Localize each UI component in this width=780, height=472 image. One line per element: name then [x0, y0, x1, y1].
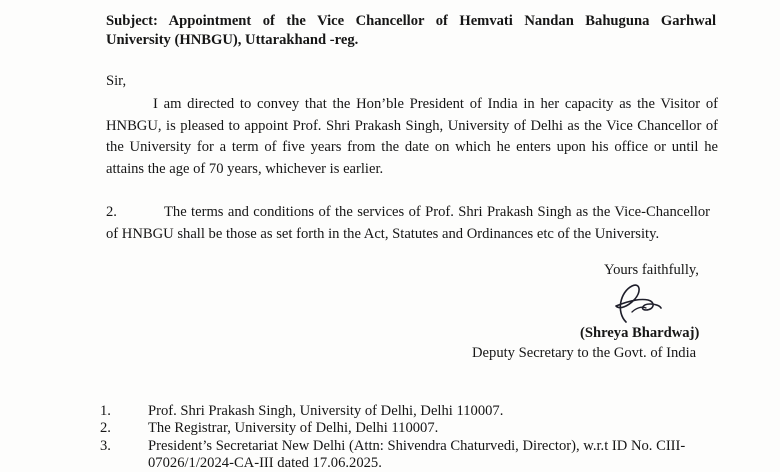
list-item — [100, 420, 720, 437]
list-item — [100, 403, 720, 420]
copy-to-list — [100, 403, 720, 472]
subject-line-2: University (HNBGU), Uttarakhand -reg. — [106, 32, 359, 48]
salutation: Sir, — [106, 73, 127, 89]
paragraph-2 — [106, 202, 710, 245]
list-item-text: President’s Secretariat New Delhi (Attn: Shivendra Chaturvedi, Director), w.r.t ID No. CIII-07026/1/2024-CA-III dated 17.06.2025. — [148, 437, 686, 471]
list-item-text: The Registrar, University of Delhi, Delhi 110007. — [148, 420, 439, 437]
paragraph-2-number: 2. — [106, 204, 117, 220]
list-item — [100, 438, 720, 472]
list-item-number: 3. — [100, 437, 111, 454]
signatory-designation: Deputy Secretary to the Govt. of India — [472, 345, 697, 361]
paragraph-2-text: The terms and conditions of the services of Prof. Shri Prakash Singh as the Vice-Chancellor of HNBGU shall be those as set forth in the Act, Statutes and Ordinances etc of the University. — [106, 204, 710, 242]
signatory-name: (Shreya Bhardwaj) — [580, 325, 700, 341]
paragraph-1: I am directed to convey that the Hon’ble President of India in her capacity as the Visitor of HNBGU, is pleased to appoint Prof. Shri Prakash Singh, University of Delhi as the Vice Chancellor of the University for a term of five years from the date on which he enters upon his office or until he attains the age of 70 years, whichever is earlier. — [106, 96, 718, 177]
subject-line-1: Subject: Appointment of the Vice Chancellor of Hemvati Nandan Bahuguna Garhwal — [106, 13, 716, 29]
closing: Yours faithfully, — [604, 262, 699, 278]
list-item-number: 2. — [100, 420, 111, 437]
subject-heading — [106, 12, 716, 50]
signature-icon — [612, 282, 662, 324]
list-item-text: Prof. Shri Prakash Singh, University of Delhi, Delhi 110007. — [148, 403, 504, 419]
list-item-number: 1. — [100, 403, 111, 419]
